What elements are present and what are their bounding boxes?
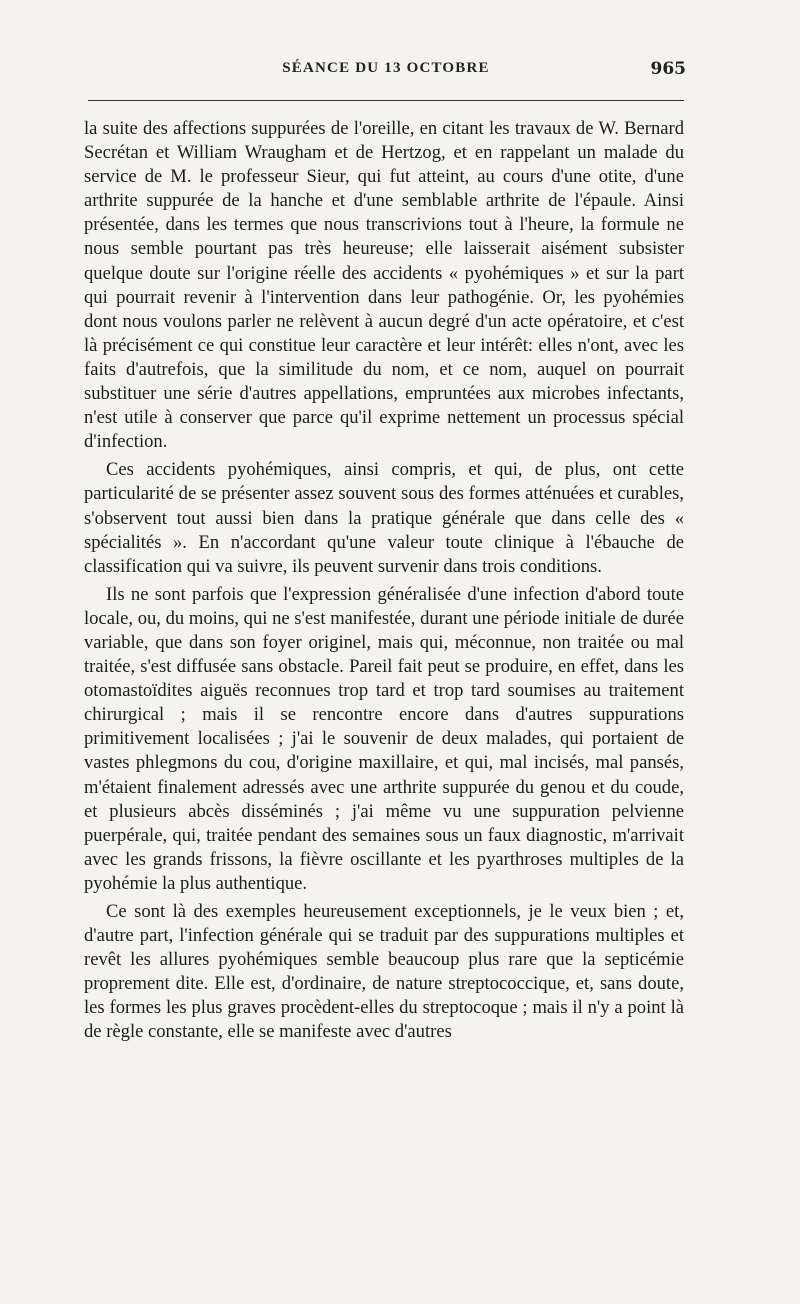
paragraph: la suite des affections suppurées de l'oreille, en citant les travaux de W. Bernard Secrétan et William Wraugham et de Hertzog, et en rappelant un malade du service de M. le professeur Sieur, qui fut atteint, au cours d'une otite, d'une arthrite suppurée de la hanche et d'une semblable arthrite de l'épaule. Ainsi présentée, dans les termes que nous transcrivions tout à l'heure, la formule ne nous semble pourtant pas très heureuse; elle laisserait aisément subsister quelque doute sur l'origine réelle des accidents « pyohémiques » et sur la part qui pourrait revenir à l'intervention dans leur pathogénie. Or, les pyohémies dont nous voulons parler ne relèvent à aucun degré d'un acte opératoire, et c'est là précisément ce qui constitue leur caractère et leur intérêt: elles n'ont, avec les faits d'autrefois, que la similitude du nom, et ce nom, auquel on pourrait substituer une série d'autres appellations, empruntées aux microbes infectants, n'est utile à conserver que parce qu'il exprime nettement un processus spécial d'infection. <box>84 118 684 453</box>
paragraph: Ces accidents pyohémiques, ainsi compris, et qui, de plus, ont cette particularité de se présenter assez souvent sous des formes atténuées et curables, s'observent tout aussi bien dans la pratique générale que dans celle des « spécialités ». En n'accordant qu'une valeur toute clinique à l'ébauche de classification qui va suivre, ils peuvent survenir dans trois conditions. <box>84 459 684 577</box>
header-rule <box>88 100 684 101</box>
body-text <box>84 117 684 1045</box>
paragraph: Ils ne sont parfois que l'expression généralisée d'une infection d'abord toute locale, ou, du moins, qui ne s'est manifestée, durant une période initiale de durée variable, que dans son foyer originel, mais qui, méconnue, non traitée ou mal traitée, s'est diffusée sans obstacle. Pareil fait peut se produire, en effet, dans les otomastoïdites aiguës reconnues trop tard et trop tard soumises au traitement chirurgical ; mais il se rencontre encore dans d'autres suppurations primitivement localisées ; j'ai le souvenir de deux malades, qui portaient de vastes phlegmons du cou, d'origine maxillaire, et qui, mal incisés, mal pansés, m'étaient finalement adressés avec une arthrite suppurée du genou et du coude, et plusieurs abcès disséminés ; j'ai même vu une suppuration pelvienne puerpérale, qui, traitée pendant des semaines sous un faux diagnostic, m'arrivait avec les grands frissons, la fièvre oscillante et les pyarthroses multiples de la pyohémie la plus authentique. <box>84 583 684 894</box>
running-header <box>88 60 684 86</box>
paragraph: Ce sont là des exemples heureusement exceptionnels, je le veux bien ; et, d'autre part, l'infection générale qui se traduit par des suppurations multiples et revêt les allures pyohémiques semble beaucoup plus rare que la septicémie proprement dite. Elle est, d'ordinaire, de nature streptococcique, et, sans doute, les formes les plus graves procèdent-elles du streptocoque ; mais il n'y a point là de règle constante, elle se manifeste avec d'autres <box>84 901 684 1043</box>
page-number: 965 <box>650 59 686 79</box>
running-title: SÉANCE DU 13 OCTOBRE <box>282 60 490 76</box>
